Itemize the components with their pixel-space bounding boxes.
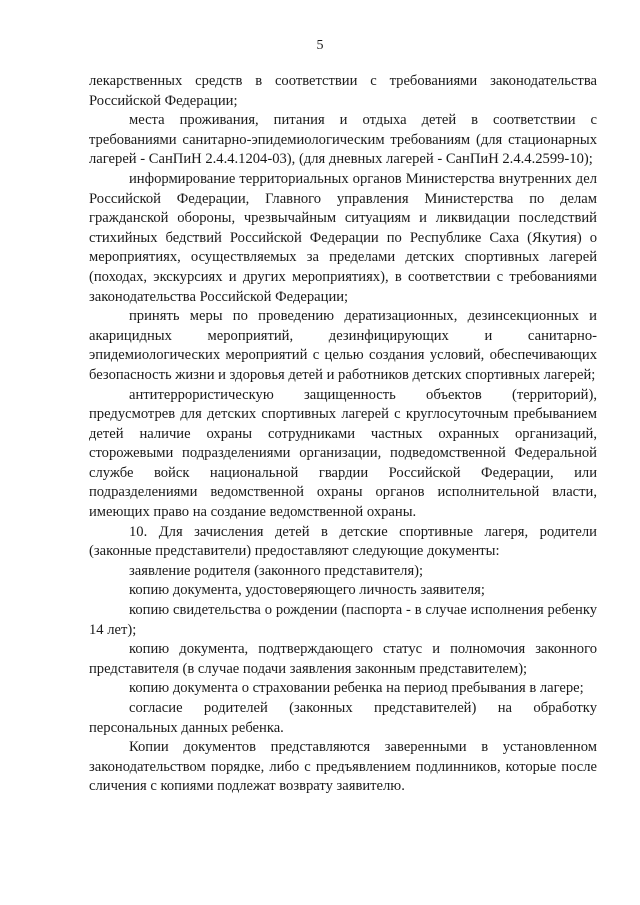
paragraph-enrollment-documents: 10. Для зачисления детей в детские спортивные лагеря, родители (законные представители) предоставляют следующие документы: <box>89 523 597 560</box>
list-item-identity-document: копию документа, удостоверяющего личность заявителя; <box>129 582 485 599</box>
list-item-data-consent: согласие родителей (законных представителей) на обработку персональных данных ребенка. <box>89 700 597 736</box>
page-number: 5 <box>316 38 324 53</box>
list-item-birth-certificate: копию свидетельства о рождении (паспорта - в случае исполнения ребенку 14 лет); <box>89 602 597 638</box>
paragraph-certified-copies: Копии документов представляются заверенными в установленном законодательством порядке, либо с предъявлением подлинников, которые после сличения с копиями подлежат возврату заявителю. <box>89 739 597 795</box>
paragraph-accommodation: места проживания, питания и отдыха детей в соответствии с требованиями санитарно-эпидемиологическим требованиям (для стационарных лагерей - СанПиН 2.4.4.1204-03), (для дневных лагерей - СанПиН 2.4.4.2599-10); <box>89 112 597 168</box>
paragraph-sanitary-measures: принять меры по проведению дератизационных, дезинсекционных и акарицидных мероприятий, дезинфицирующих и санитарно-эпидемиологических мероприятий с целью создания условий, обеспечивающих безопасность жизни и здоровья детей и работников детских спортивных лагерей; <box>89 308 597 383</box>
list-item-insurance: копию документа о страховании ребенка на период пребывания в лагере; <box>129 680 584 697</box>
paragraph-antiterrorism: антитеррористическую защищенность объектов (территорий), предусмотрев для детских спортивных лагерей с круглосуточным пребыванием детей наличие охраны сотрудниками частных охранных организаций, сторожевыми подразделениями организации, подведомственной Федеральной службе войск национальной гвардии Российской Федерации, или подразделениями ведомственной охраны органов исполнительной власти, имеющих право на создание ведомственной охраны. <box>89 386 597 521</box>
list-item-representative-status: копию документа, подтверждающего статус и полномочия законного представителя (в случае подачи заявления законным представителем); <box>89 641 597 677</box>
paragraph-informing-authorities: информирование территориальных органов Министерства внутренних дел Российской Федерации, Главного управления Министерства по делам гражданской обороны, чрезвычайным ситуациям и ликвидации последствий стихийных бедствий Российской Федерации по Республике Саха (Якутия) о мероприятиях, осуществляемых за пределами детских спортивных лагерей (походах, экскурсиях и других мероприятиях), в соответствии с требованиями законодательства Российской Федерации; <box>89 170 597 305</box>
document-body <box>89 72 597 797</box>
list-item-parent-application: заявление родителя (законного представителя); <box>129 562 424 579</box>
paragraph-medicines-continuation: лекарственных средств в соответствии с требованиями законодательства Российской Федерации; <box>89 73 597 109</box>
